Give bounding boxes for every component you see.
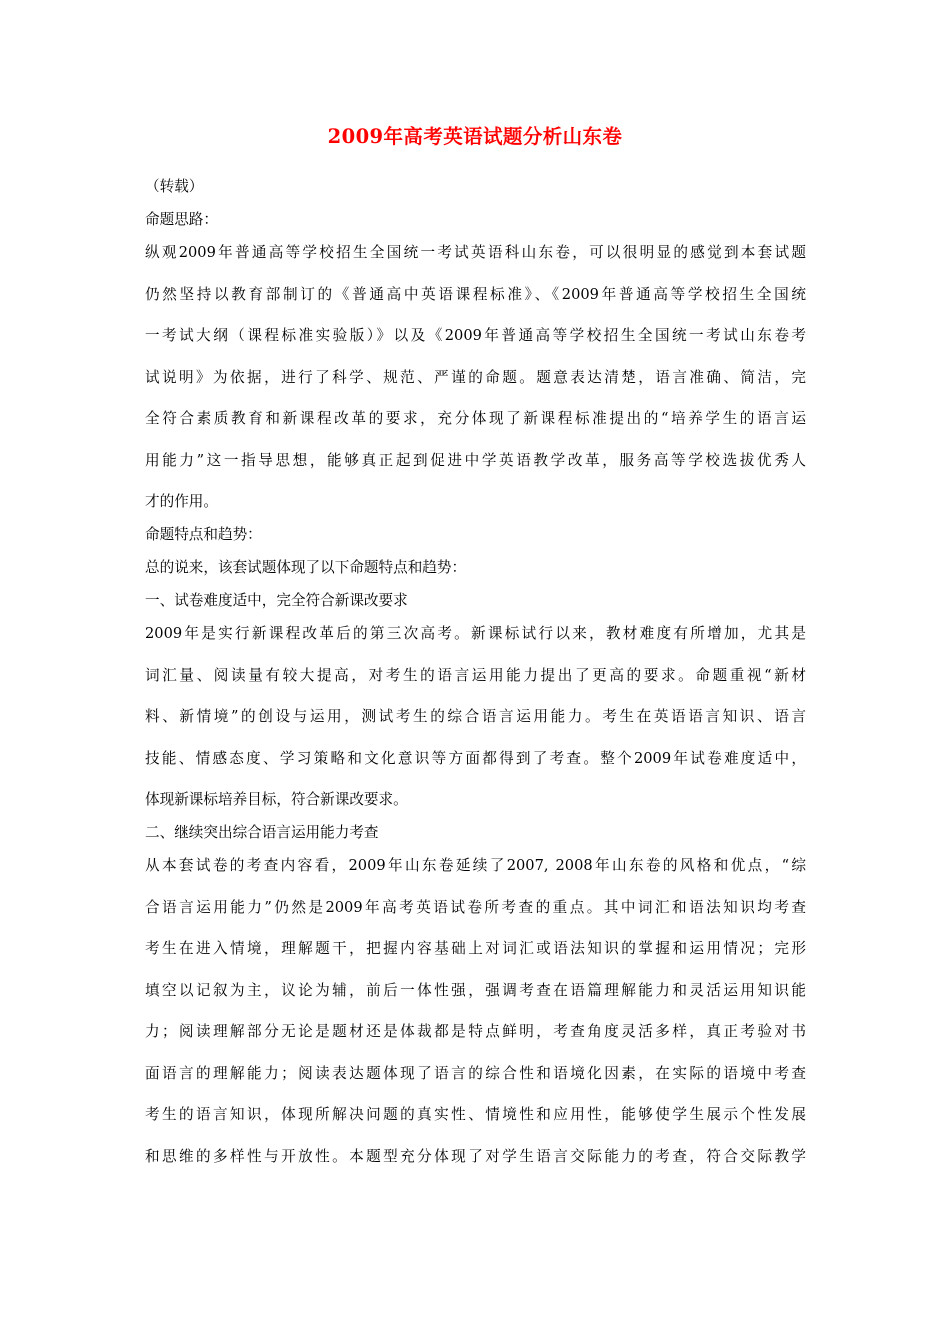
- paragraph-line: 词汇量、阅读量有较大提高，对考生的语言运用能力提出了更高的要求。命题重视“新材: [145, 666, 806, 684]
- paragraph-line: 全符合素质教育和新课程改革的要求，充分体现了新课程标准提出的“培养学生的语言运: [145, 410, 806, 427]
- paragraph-line: 体现新课标培养目标，符合新课改要求。: [145, 791, 408, 808]
- paragraph-line: 合语言运用能力”仍然是2009年高考英语试卷所考查的重点。其中词汇和语法知识均考查: [145, 898, 806, 916]
- section-heading-features: 命题特点和趋势：: [145, 526, 262, 543]
- paragraph-line: 力；阅读理解部分无论是题材还是体裁都是特点鲜明，考查角度灵活多样，真正考验对书: [145, 1023, 806, 1040]
- paragraph-line: 总的说来，该套试题体现了以下命题特点和趋势：: [145, 559, 467, 576]
- paragraph-line: 从本套试卷的考查内容看，2009年山东卷延续了2007, 2008年山东卷的风格和优点，“综: [145, 857, 806, 874]
- paragraph-line: 才的作用。: [145, 493, 218, 510]
- document-body: [145, 172, 806, 1183]
- paragraph-line: 考生在进入情境，理解题干，把握内容基础上对词汇或语法知识的掌握和运用情况；完形: [145, 940, 806, 957]
- document-title: 2009年高考英语试题分析山东卷: [327, 125, 623, 148]
- paragraph-line: 面语言的理解能力；阅读表达题体现了语言的综合性和语境化因素，在实际的语境中考查: [145, 1064, 806, 1082]
- paragraph-line: 料、新情境”的创设与运用，测试考生的综合语言运用能力。考生在英语语言知识、语言: [145, 708, 806, 725]
- source-note: （转载）: [145, 178, 204, 195]
- paragraph-line: 技能、情感态度、学习策略和文化意识等方面都得到了考查。整个2009年试卷难度适中，: [145, 749, 806, 767]
- paragraph-line: 一考试大纲（课程标准实验版）》以及《2009年普通高等学校招生全国统一考试山东卷考: [145, 327, 806, 344]
- paragraph-line: 和思维的多样性与开放性。本题型充分体现了对学生语言交际能力的考查，符合交际教学: [145, 1147, 806, 1165]
- paragraph-line: 填空以记叙为主，议论为辅，前后一体性强，强调考查在语篇理解能力和灵活运用知识能: [145, 981, 806, 999]
- paragraph-line: 试说明》为依据，进行了科学、规范、严谨的命题。题意表达清楚，语言准确、简洁，完: [145, 368, 806, 386]
- paragraph-line: 2009年是实行新课程改革后的第三次高考。新课标试行以来，教材难度有所增加，尤其是: [145, 625, 806, 642]
- paragraph-line: 用能力”这一指导思想，能够真正起到促进中学英语教学改革，服务高等学校选拔优秀人: [145, 451, 806, 469]
- paragraph-line: 纵观2009年普通高等学校招生全国统一考试英语科山东卷，可以很明显的感觉到本套试题: [145, 244, 806, 261]
- subsection-heading-2: 二、继续突出综合语言运用能力考查: [145, 824, 379, 841]
- subsection-heading-1: 一、试卷难度适中，完全符合新课改要求: [145, 592, 408, 609]
- paragraph-line: 考生的语言知识，体现所解决问题的真实性、情境性和应用性，能够使学生展示个性发展: [145, 1106, 806, 1123]
- section-heading-approach: 命题思路：: [145, 211, 218, 228]
- paragraph-line: 仍然坚持以教育部制订的《普通高中英语课程标准》、《2009年普通高等学校招生全国统: [145, 285, 806, 303]
